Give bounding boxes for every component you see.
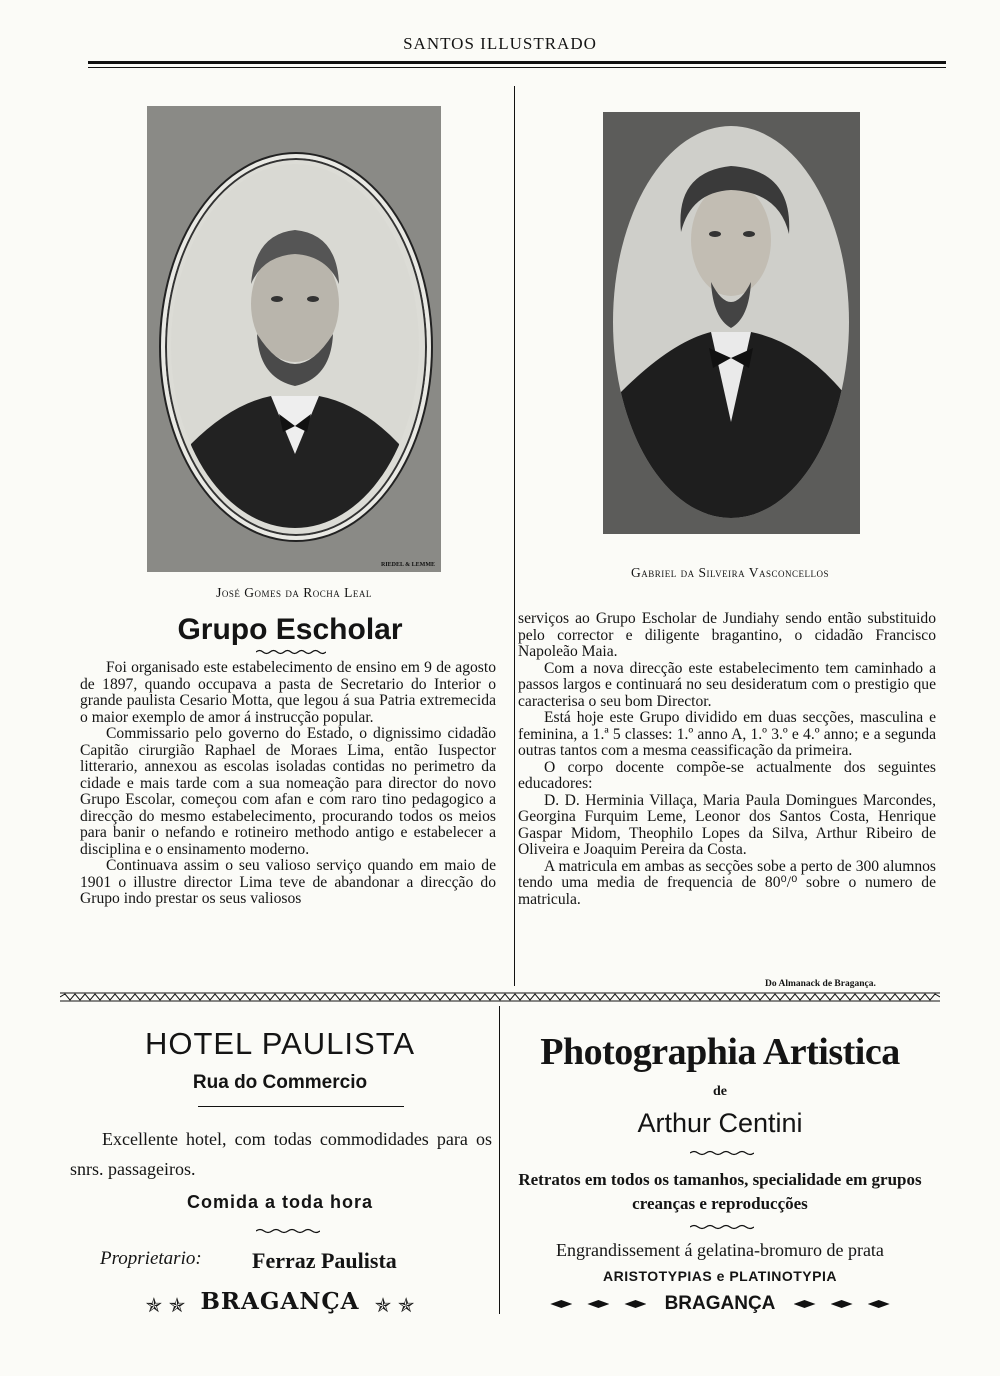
diamond-ornament-icon [868, 1300, 890, 1308]
portrait-figure-right [611, 122, 852, 524]
studio-owner: Arthur Centini [637, 1108, 803, 1138]
diamond-ornament-icon [587, 1300, 609, 1308]
star-ornament-icon: ✯ ✯ [374, 1292, 415, 1317]
hotel-owner-label: Proprietario: [100, 1248, 202, 1269]
article-title: Grupo Escholar [177, 613, 403, 646]
article-paragraph: Foi organisado este estabelecimento de ensino em 9 de agosto de 1897, quando occupava a pasta de Secretario do Interior o grande paulista Cesario Motta, que legou á sua Patria extremecida o maior exemplo de amor á instrucção popular. [80, 659, 496, 726]
studio-services: Retratos em todos os tamanhos, specialidade em grupos creanças e reproducções [518, 1170, 922, 1213]
ornamental-divider [60, 990, 940, 1004]
hotel-city: BRAGANÇA [200, 1288, 360, 1315]
diamond-ornament-icon [794, 1300, 816, 1308]
divider-zigzag [60, 994, 940, 1000]
title-squiggle-ornament [256, 649, 326, 655]
hotel-slogan: Comida a toda hora [186, 1192, 374, 1212]
article-paragraph: Está hoje este Grupo dividido em duas secções, masculina e feminina, a 1.ª 5 classes: 1.º anno A, 1.º 3.º e 4.º anno; e a segunda outras tantos com a mesma ceassificação da primeira. [518, 709, 936, 759]
hotel-rule [198, 1106, 404, 1107]
header-rule-thin [88, 67, 946, 68]
studio-squiggle-ornament-2 [690, 1224, 754, 1230]
studio-city: BRAGANÇA [664, 1293, 776, 1314]
studio-city-line [510, 1293, 930, 1315]
portrait-figure-left [171, 164, 419, 528]
studio-line1: Engrandissement á gelatina-bromuro de prata [556, 1240, 884, 1260]
article-paragraph: O corpo docente compõe-se actualmente dos seguintes educadores: [518, 758, 936, 792]
portrait-photo-right [603, 112, 860, 534]
photographer-signature: RIEDEL & LEMME [380, 562, 435, 568]
caption-left: José Gomes da Rocha Leal [216, 585, 372, 600]
hotel-description: Excellente hotel, com todas commodidades para os snrs. passageiros. [70, 1129, 492, 1179]
hotel-street: Rua do Commercio [192, 1072, 368, 1093]
studio-line2: ARISTOTYPIAS e PLATINOTYPIA [603, 1268, 837, 1284]
portrait-photo-left [147, 106, 441, 572]
caption-right: Gabriel da Silveira Vasconcellos [630, 565, 830, 580]
article-credit: Do Almanack de Bragança. [765, 979, 876, 989]
studio-squiggle-ornament [690, 1150, 754, 1156]
article-paragraph: Com a nova direcção este estabelecimento tem caminhado a passos largos e continuará no seu desideratum com o prestigio que caracterisa o seu bom Director. [518, 659, 936, 710]
article-column-left [80, 660, 496, 908]
article-paragraph: Continuava assim o seu valioso serviço quando em maio de 1901 o illustre director Lima teve de abandonar a direcção do Grupo indo prestar os seus valiosos [80, 857, 496, 907]
diamond-ornament-icon [831, 1300, 853, 1308]
hotel-city-line [70, 1288, 490, 1317]
hotel-owner-name: Ferraz Paulista [252, 1248, 397, 1273]
article-paragraph: serviços ao Grupo Escholar de Jundiahy sendo então substituido pelo corrector e diligente bragantino, o cidadão Francisco Napoleão Maia. [518, 610, 936, 660]
article-paragraph: A matricula em ambas as secções sobe a perto de 300 alumnos tendo uma media de frequencia de 80⁰/⁰ sobre o numero de matricula. [518, 857, 936, 908]
column-divider-top [514, 86, 515, 986]
hotel-name: HOTEL PAULISTA [144, 1026, 416, 1061]
diamond-ornament-icon [550, 1300, 572, 1308]
column-divider-ads [499, 1006, 500, 1314]
star-ornament-icon: ✯ ✯ [145, 1292, 186, 1317]
diamond-ornament-icon [624, 1300, 646, 1308]
article-paragraph: Commissario pelo governo do Estado, o dignissimo cidadão Capitão cirurgião Raphael de Moraes Lima, então Iuspector litterario, annexou as escolas isoladas contidas no perimetro da cidade e mais tarde com a sua nomeação para director do novo Grupo Escolar, começou com afan e com raro tino pedagogico a direcção do mesmo estabelecimento, procurando todos os meios para banir o nefando e rotineiro methodo antigo e estabelecer a disciplina e o ensinamento moderno. [80, 725, 496, 858]
studio-name: Photographia Artistica [540, 1031, 900, 1073]
header-rule-thick [88, 61, 946, 64]
studio-de: de [713, 1084, 727, 1099]
article-paragraph: D. D. Herminia Villaça, Maria Paula Domingues Marcondes, Georgina Furquim Leme, Leonor dos Santos Costa, Henrique Gaspar Midom, Theophilo Lopes da Silva, Arthur Ribeiro de Oliveira e Joaquim Pereira da Costa. [518, 791, 936, 858]
page-header: SANTOS ILLUSTRADO [403, 34, 597, 53]
hotel-squiggle-ornament [256, 1228, 320, 1234]
article-column-right [518, 611, 936, 908]
